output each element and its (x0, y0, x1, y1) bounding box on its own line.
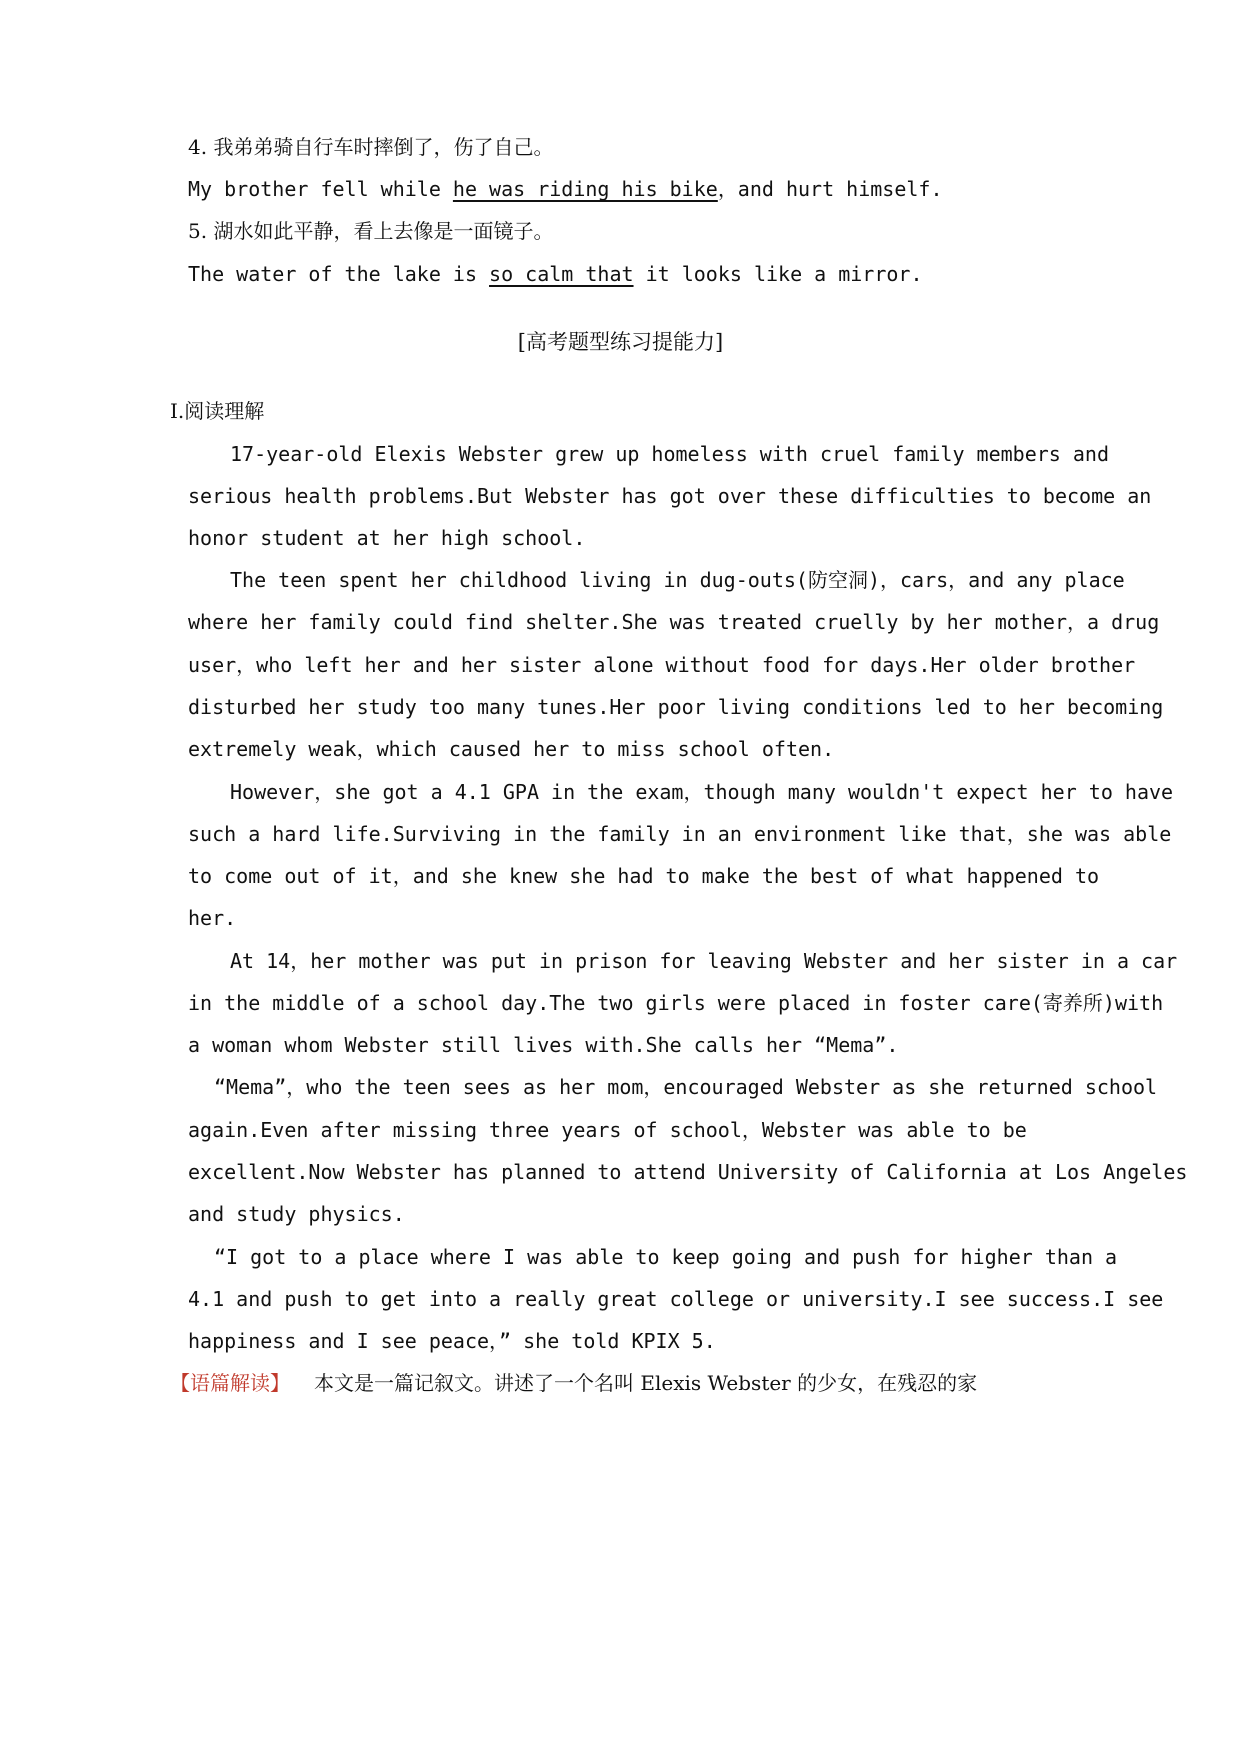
passage-line: her. (188, 906, 237, 930)
analysis-text: 本文是一篇记叙文。讲述了一个名叫 Elexis Webster 的少女，在残忍的家 (314, 1371, 978, 1395)
passage-line: happiness and I see peace，” she told KPIX 5. (188, 1329, 716, 1353)
passage-analysis (170, 1369, 977, 1397)
translation-item-5-english (188, 260, 923, 288)
passage-line: serious health problems.But Webster has got over these difficulties to become an (188, 484, 1152, 508)
passage-line: where her family could find shelter.She was treated cruelly by her mother，a drug (188, 610, 1160, 634)
passage-line: 17-year-old Elexis Webster grew up homeless with cruel family members and (230, 442, 1109, 466)
translation-item-4-chinese: 4. 我弟弟骑自行车时摔倒了，伤了自己。 (188, 135, 554, 159)
passage-line: in the middle of a school day.The two girls were placed in foster care(寄养所)with (188, 991, 1164, 1015)
passage-line: again.Even after missing three years of school，Webster was able to be (188, 1118, 1027, 1142)
passage-line: The teen spent her childhood living in dug-outs(防空洞)，cars，and any place (230, 568, 1125, 592)
sentence-text: My brother fell while (188, 177, 453, 201)
translation-item-5-chinese: 5. 湖水如此平静，看上去像是一面镜子。 (188, 219, 554, 243)
sentence-text: ，and hurt himself. (717, 177, 943, 201)
passage-line: extremely weak，which caused her to miss school often. (188, 737, 835, 761)
passage-line: such a hard life.Surviving in the family in an environment like that，she was able (188, 822, 1172, 846)
translation-item-4-english (188, 175, 943, 203)
passage-line: “Mema”，who the teen sees as her mom，encouraged Webster as she returned school (214, 1075, 1158, 1099)
reading-section-label: Ⅰ.阅读理解 (170, 399, 265, 423)
analysis-tag: 【语篇解读】 (170, 1371, 290, 1395)
passage-line: “I got to a place where I was able to keep going and push for higher than a (214, 1245, 1118, 1269)
passage-line: honor student at her high school. (188, 526, 586, 550)
passage-line: a woman whom Webster still lives with.She calls her “Mema”. (188, 1033, 899, 1057)
passage-line: user，who left her and her sister alone without food for days.Her older brother (188, 653, 1136, 677)
passage-line: to come out of it，and she knew she had to make the best of what happened to (188, 864, 1100, 888)
answer-underlined: he was riding his bike (452, 177, 718, 201)
passage-line: 4.1 and push to get into a really great college or university.I see success.I see (188, 1287, 1164, 1311)
section-heading: [高考题型练习提能力] (517, 330, 724, 354)
passage-line: However，she got a 4.1 GPA in the exam，though many wouldn't expect her to have (230, 780, 1174, 804)
answer-underlined: so calm that (489, 262, 634, 286)
passage-line: At 14，her mother was put in prison for leaving Webster and her sister in a car (230, 949, 1178, 973)
passage-line: disturbed her study too many tunes.Her poor living conditions led to her becoming (188, 695, 1164, 719)
sentence-text: it looks like a mirror. (633, 262, 923, 286)
passage-line: and study physics. (188, 1202, 405, 1226)
passage-line: excellent.Now Webster has planned to attend University of California at Los Angeles (188, 1160, 1188, 1184)
sentence-text: The water of the lake is (188, 262, 490, 286)
